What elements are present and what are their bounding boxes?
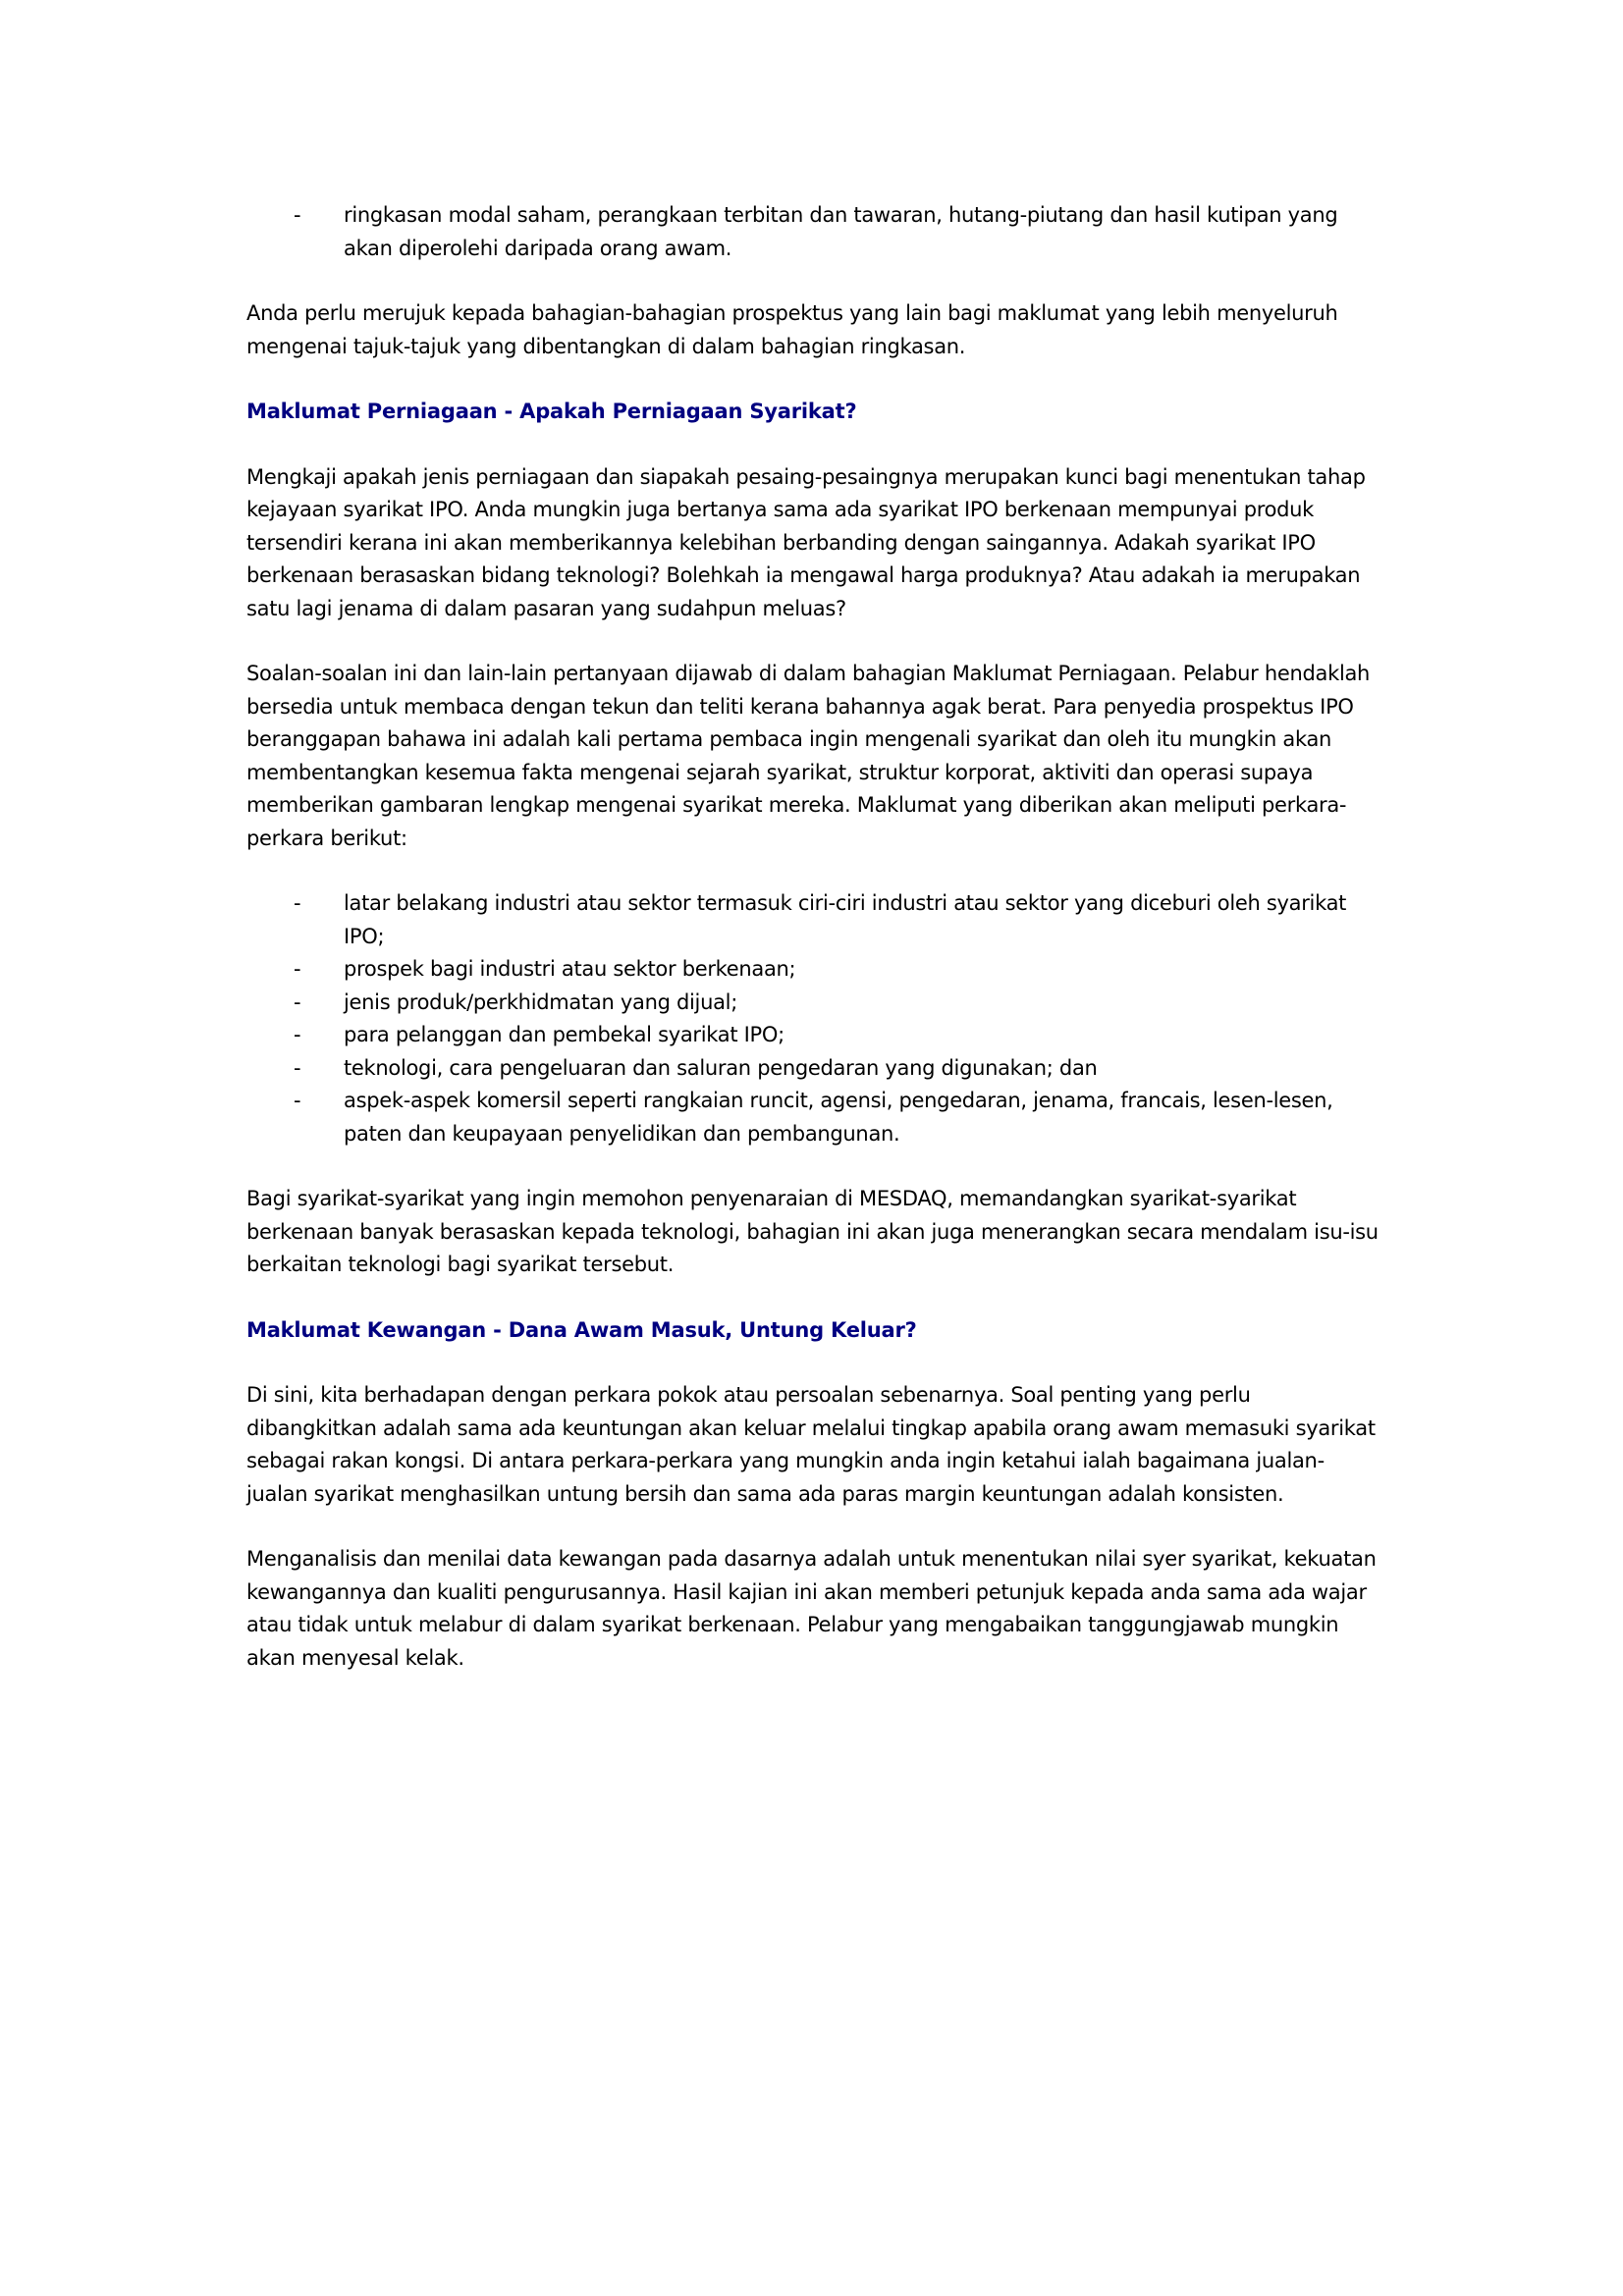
list-item-text: prospek bagi industri atau sektor berkenaan; (344, 957, 796, 981)
list-item (246, 1019, 1385, 1052)
list-dash-marker: - (294, 957, 301, 981)
list-item-text: aspek-aspek komersil seperti rangkaian runcit, agensi, pengedaran, jenama, francais, lesen-lesen, paten dan keupayaan penyelidikan dan pembangunan. (344, 1089, 1333, 1146)
list-item (246, 1085, 1385, 1150)
list-dash-marker: - (294, 1055, 301, 1080)
list-item (246, 953, 1385, 987)
list-item-text: ringkasan modal saham, perangkaan terbitan dan tawaran, hutang-piutang dan hasil kutipan yang akan diperolehi daripada orang awam. (344, 203, 1338, 260)
list-dash-marker: - (294, 891, 301, 915)
list-dash-marker: - (294, 1023, 301, 1046)
financial-paragraph-2: Menganalisis dan menilai data kewangan pada dasarnya adalah untuk menentukan nilai syer syarikat, kekuatan kewangannya dan kualiti pengurusannya. Hasil kajian ini akan memberi petunjuk kepada anda sama ada wajar atau tidak untuk melabur di dalam syarikat berkenaan. Pelabur yang mengabaikan tanggungjawab mungkin akan menyesal kelak. (246, 1547, 1377, 1670)
section-heading-financial: Maklumat Kewangan - Dana Awam Masuk, Untung Keluar? (246, 1317, 917, 1342)
financial-paragraph-1: Di sini, kita berhadapan dengan perkara pokok atau persoalan sebenarnya. Soal penting yang perlu dibangkitkan adalah sama ada keuntungan akan keluar melalui tingkap apabila orang awam memasuki syarikat sebagai rakan kongsi. Di antara perkara-perkara yang mungkin anda ingin ketahui ialah bagaimana jualan-jualan syarikat menghasilkan untung bersih dan sama ada paras margin keuntungan adalah konsisten. (246, 1383, 1376, 1506)
business-closing-paragraph: Bagi syarikat-syarikat yang ingin memohon penyenaraian di MESDAQ, memandangkan syarikat-syarikat berkenaan banyak berasaskan kepada teknologi, bahagian ini akan juga menerangkan secara mendalam isu-isu berkaitan teknologi bagi syarikat tersebut. (246, 1187, 1379, 1276)
list-dash-marker: - (294, 1089, 301, 1112)
list-item-text: latar belakang industri atau sektor termasuk ciri-ciri industri atau sektor yang diceburi oleh syarikat IPO; (344, 891, 1347, 948)
list-item-text: para pelanggan dan pembekal syarikat IPO; (344, 1023, 784, 1046)
list-item-text: jenis produk/perkhidmatan yang dijual; (344, 989, 737, 1014)
list-item-text: teknologi, cara pengeluaran dan saluran pengedaran yang digunakan; dan (344, 1055, 1098, 1080)
list-dash-marker: - (294, 989, 301, 1014)
section-heading-business: Maklumat Perniagaan - Apakah Perniagaan Syarikat? (246, 400, 857, 423)
intro-list (246, 199, 1385, 265)
intro-paragraph: Anda perlu merujuk kepada bahagian-bahagian prospektus yang lain bagi maklumat yang lebih menyeluruh mengenai tajuk-tajuk yang dibentangkan di dalam bahagian ringkasan. (246, 301, 1338, 358)
business-paragraph-1: Mengkaji apakah jenis perniagaan dan siapakah pesaing-pesaingnya merupakan kunci bagi menentukan tahap kejayaan syarikat IPO. Anda mungkin juga bertanya sama ada syarikat IPO berkenaan mempunyai produk tersendiri kerana ini akan memberikannya kelebihan berbanding dengan saingannya. Adakah syarikat IPO berkenaan berasaskan bidang teknologi? Bolehkah ia mengawal harga produknya? Atau adakah ia merupakan satu lagi jenama di dalam pasaran yang sudahpun meluas? (246, 464, 1366, 620)
list-item (246, 199, 1385, 265)
list-item (246, 987, 1385, 1020)
list-item (246, 887, 1385, 953)
list-dash-marker: - (294, 203, 301, 227)
document-page (246, 199, 1385, 1707)
business-paragraph-2: Soalan-soalan ini dan lain-lain pertanyaan dijawab di dalam bahagian Maklumat Perniagaan. Pelabur hendaklah bersedia untuk membaca dengan tekun dan teliti kerana bahannya agak berat. Para penyedia prospektus IPO beranggapan bahawa ini adalah kali pertama pembaca ingin mengenali syarikat dan oleh itu mungkin akan membentangkan kesemua fakta mengenai sejarah syarikat, struktur korporat, aktiviti dan operasi supaya memberikan gambaran lengkap mengenai syarikat mereka. Maklumat yang diberikan akan meliputi perkara-perkara berikut: (246, 662, 1371, 850)
business-info-list (246, 887, 1385, 1150)
list-item (246, 1052, 1385, 1086)
